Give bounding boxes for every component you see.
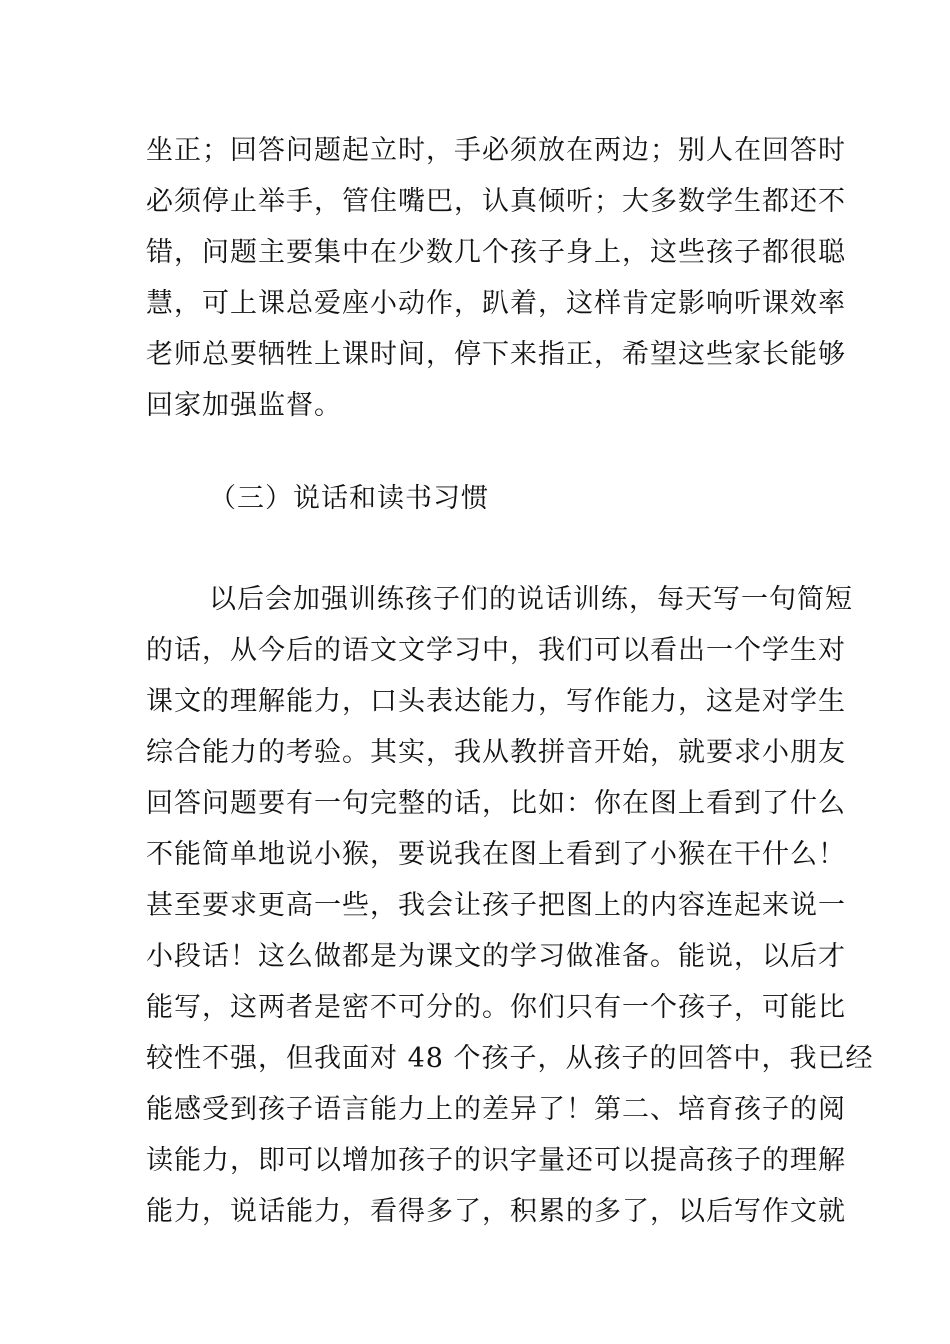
paragraph-2-line-3: 课文的理解能力，口头表达能力，写作能力，这是对学生	[146, 686, 846, 717]
section-heading: （三）说话和读书习惯	[209, 483, 489, 514]
paragraph-2-line-10: 较性不强，但我面对 48 个孩子，从孩子的回答中，我已经	[146, 1043, 874, 1074]
paragraph-1-line-2: 必须停止举手，管住嘴巴，认真倾听；大多数学生都还不	[146, 186, 846, 217]
paragraph-2-line-8: 小段话！这么做都是为课文的学习做准备。能说，以后才	[146, 941, 846, 972]
paragraph-2-line-9: 能写，这两者是密不可分的。你们只有一个孩子，可能比	[146, 992, 846, 1023]
paragraph-1-line-1: 坐正；回答问题起立时，手必须放在两边；别人在回答时	[146, 135, 846, 166]
paragraph-2-line-5: 回答问题要有一句完整的话，比如：你在图上看到了什么	[146, 788, 846, 819]
paragraph-2-line-11: 能感受到孩子语言能力上的差异了！第二、培育孩子的阅	[146, 1094, 846, 1125]
paragraph-2-line-13: 能力，说话能力，看得多了，积累的多了，以后写作文就	[146, 1196, 846, 1227]
paragraph-2-line-6: 不能简单地说小猴，要说我在图上看到了小猴在干什么！	[146, 839, 846, 870]
paragraph-2-line-4: 综合能力的考验。其实，我从教拼音开始，就要求小朋友	[146, 737, 846, 768]
paragraph-1-line-6: 回家加强监督。	[146, 390, 342, 421]
paragraph-1-line-5: 老师总要牺牲上课时间，停下来指正，希望这些家长能够	[146, 339, 846, 370]
paragraph-1-line-3: 错，问题主要集中在少数几个孩子身上，这些孩子都很聪	[146, 237, 846, 268]
paragraph-2-line-12: 读能力，即可以增加孩子的识字量还可以提高孩子的理解	[146, 1145, 846, 1176]
paragraph-2-line-2: 的话，从今后的语文文学习中，我们可以看出一个学生对	[146, 635, 846, 666]
paragraph-1-line-4: 慧，可上课总爱座小动作，趴着，这样肯定影响听课效率	[146, 288, 846, 319]
paragraph-2-line-1: 以后会加强训练孩子们的说话训练，每天写一句简短	[209, 584, 853, 615]
paragraph-2-line-7: 甚至要求更高一些，我会让孩子把图上的内容连起来说一	[146, 890, 846, 921]
